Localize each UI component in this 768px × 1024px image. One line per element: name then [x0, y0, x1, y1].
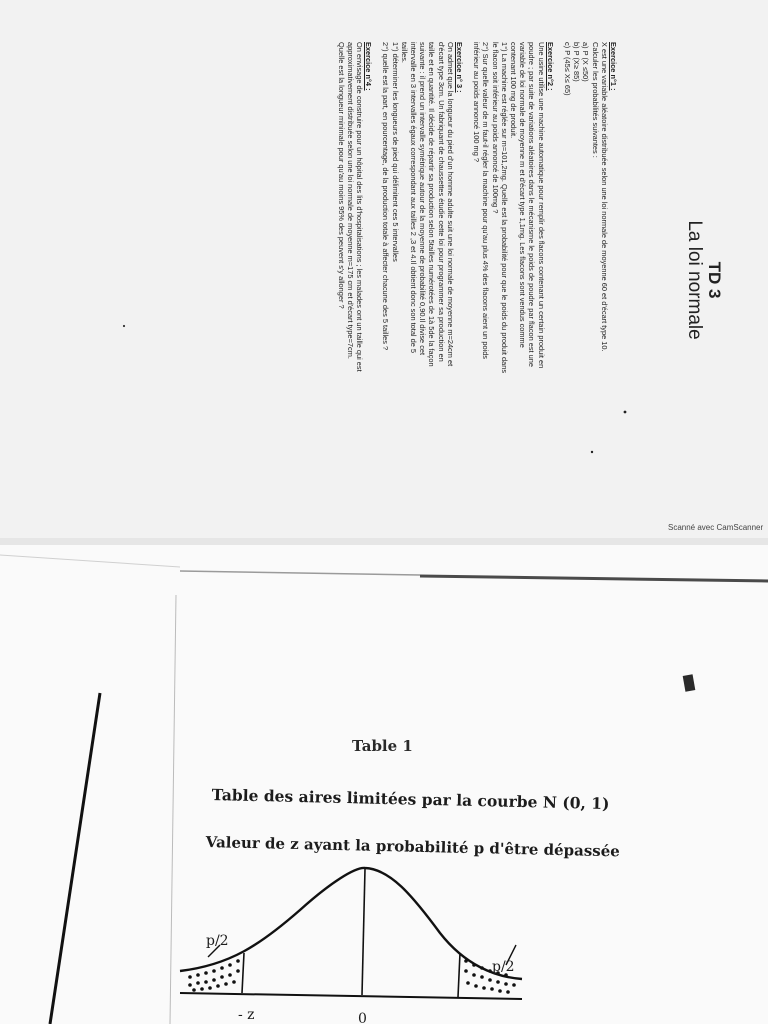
bell-curve	[180, 868, 522, 979]
normal-table-page	[0, 545, 768, 1024]
exercise-line: le flacon soit inférieur au poids annoncé de 100mg ?	[490, 42, 500, 214]
exercise-line: intervalle en 3 intervalles égaux correspondant aux tailles 2 ,3 et 4.Il obtient donc son total de 5	[408, 42, 418, 354]
left-tail-label: p/2	[206, 933, 229, 949]
exercise-line: tailles.	[399, 42, 409, 63]
mean-line	[362, 869, 365, 995]
exercise-line: Une usine utilise une machine automatique pour remplir des flacons contenant un certain produit en	[536, 42, 546, 369]
exercise-line: poudre ; par suite de variations aléatoires dans le mécanisme le poids de poudre par flacon est une	[527, 42, 537, 367]
zero-label: 0	[358, 1011, 367, 1024]
exercise-line: contenant 100 mg de produit.	[508, 42, 518, 139]
exercise-line: d'écart type 3cm. Un fabriquant de chaussettes étudie cette loi pour programmer sa production en	[436, 42, 446, 362]
exercise-line: 2°) Sur quelle valeur de m faut-il régler la machine pour qu'au plus 4% des flacons aient un poids	[481, 42, 491, 360]
sheet-title: TD 3	[705, 261, 724, 299]
exercise-line: X est une variable aléatoire distribuée selon une loi normale de moyenne 60 et d'écart type 10.	[599, 42, 609, 352]
exercise-line: Quelle est la longueur minimale pour qu'au moins 95% des peuvent s'y allonger ?	[336, 42, 346, 309]
exercise-line: 1°) déterminer les longueurs de pied qui délimitent ces 5 intervalles	[390, 42, 400, 262]
exercise-line: a) P (X ≤50)	[581, 42, 591, 82]
exercise-heading: Exercice n°4 :	[364, 42, 374, 91]
neg-z-label: - z	[238, 1007, 255, 1023]
table-subtitle: Valeur de z ayant la probabilité p d'être dépassée	[205, 833, 621, 861]
camscanner-watermark: Scanné avec CamScanner	[668, 523, 764, 532]
exercise-heading: Exercice n°1 :	[609, 42, 618, 91]
table-title: Table des aires limitées par la courbe N (0, 1)	[211, 785, 610, 814]
sheet-subtitle: La loi normale	[684, 220, 705, 340]
exercise-line: Calculer les probabilités suivantes :	[590, 42, 600, 158]
exercise-line: taille et en quantité. Il décide de répartir sa production selon 5tailles numérotées de 1à 5de la façon	[427, 42, 437, 367]
exercise-line: c) P (45≤ X≤ 65)	[562, 42, 572, 96]
exercise-line: approximativement distribuée selon une loi normale de moyenne m=175 cm et d'écart type=7cm.	[345, 42, 355, 359]
left-tail-boundary	[242, 953, 244, 993]
exercise-line: inférieur au poids annoncé 100 mg ?	[472, 42, 482, 162]
baseline	[180, 993, 522, 999]
exercise-heading: Exercice n° 3 :	[454, 42, 464, 93]
right-tail-boundary	[458, 953, 460, 997]
table-caption: Table 1	[352, 737, 413, 755]
exercise-line: b) P (X≥ 85)	[572, 42, 582, 82]
exercise-heading: Exercice n°2 :	[545, 42, 555, 91]
right-tail-label: p/2	[492, 959, 515, 975]
exercise-line: On envisage de construire pour un hôpital des lits d'hospitalisations ; les malades ont un taille qui est	[354, 42, 364, 372]
exercise-line: suivante : il prend un intervalle symétrique autour de la moyenne de probabilité 0,90.Il divise cet	[418, 42, 428, 356]
exercise-line: variable de loi normale de moyenne m et d'écart type 1,1mg. Les flacons sont vendus comme	[518, 42, 528, 348]
exercise-line: 2°) quelle est la part, en pourcentage, de la production totale à affecter chacune des 5 tailles ?	[381, 42, 391, 351]
exercise-line: 1°) La machine est réglée sur m=101,2mg. Quelle est la probabilité pour que le poids du produit dans	[499, 42, 509, 374]
exercise-line: On admet que la longueur du pied d'un homme adulte suit une loi normale de moyenne m=24cm et	[445, 42, 455, 367]
